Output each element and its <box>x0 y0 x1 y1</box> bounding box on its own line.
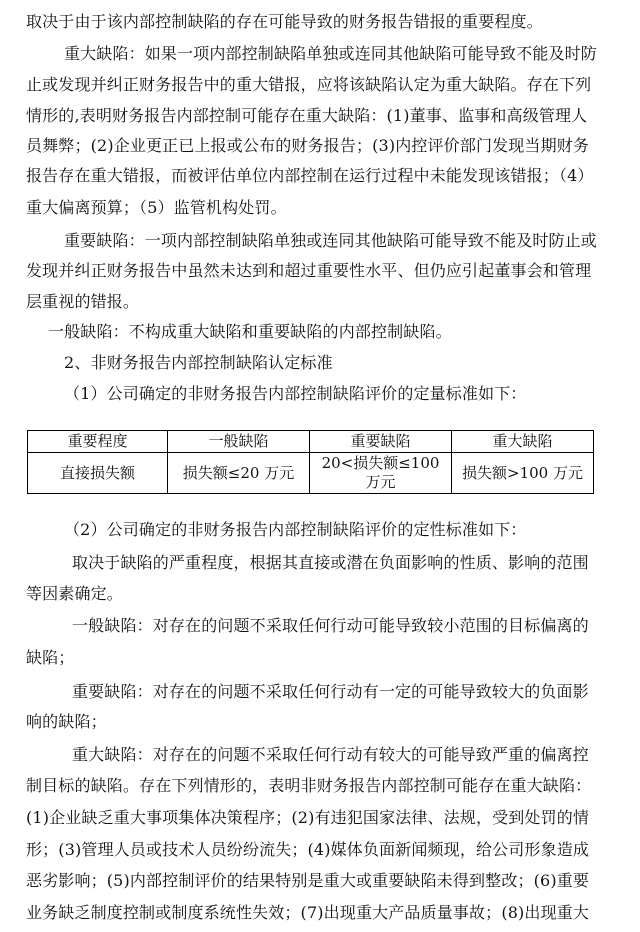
text-line: 业务缺乏制度控制或制度系统性失效；(7)出现重大产品质量事故；(8)出现重大 <box>26 903 590 922</box>
table-header-cell: 重大缺陷 <box>452 431 594 453</box>
text-line: 报告存在重大错报，而被评估单位内部控制在运行过程中未能发现该错报；（4） <box>26 166 594 185</box>
text-line: 员舞弊；(2)企业更正已上报或公布的财务报告；(3)内控评价部门发现当期财务 <box>26 136 590 155</box>
table-cell-general: 损失额≤20 万元 <box>168 453 310 494</box>
table-cell-important-line2: 万元 <box>365 473 396 491</box>
section-heading: 2、非财务报告内部控制缺陷认定标准 <box>64 353 333 372</box>
subsection-heading: （1）公司确定的非财务报告内部控制缺陷评价的定量标准如下： <box>64 384 527 403</box>
table-header-cell: 重要缺陷 <box>310 431 452 453</box>
text-line: 等因素确定。 <box>26 584 123 603</box>
text-line: 情形的,表明财务报告内部控制可能存在重大缺陷：(1)董事、监事和高级管理人 <box>26 106 588 125</box>
text-line: 恶劣影响；(5)内部控制评价的结果特别是重大或重要缺陷未得到整改；(6)重要 <box>26 871 590 890</box>
table-cell-important-line1: 20<损失额≤100 <box>321 454 440 472</box>
text-line: 形；(3)管理人员或技术人员纷纷流失；(4)媒体负面新闻频现，给公司形象造成 <box>26 840 590 859</box>
text-line: 重大缺陷：如果一项内部控制缺陷单独或连同其他缺陷可能导致不能及时防 <box>64 44 597 63</box>
text-line: 重要缺陷：对存在的问题不采取任何行动有一定的可能导致较大的负面影 <box>72 682 589 701</box>
quantitative-standard-table <box>27 430 594 494</box>
text-line: 制目标的缺陷。存在下列情形的，表明非财务报告内部控制可能存在重大缺陷： <box>26 776 592 795</box>
text-line: 止或发现并纠正财务报告中的重大错报，应将该缺陷认定为重大缺陷。存在下列 <box>26 75 592 94</box>
text-line: 缺陷； <box>26 648 75 667</box>
text-line: 一般缺陷：不构成重大缺陷和重要缺陷的内部控制缺陷。 <box>48 322 452 341</box>
table-header-cell: 一般缺陷 <box>168 431 310 453</box>
text-line: 重大偏离预算；（5）监管机构处罚。 <box>26 198 287 217</box>
table-header-row <box>28 431 594 453</box>
table-header-cell: 重要程度 <box>28 431 168 453</box>
text-line: 发现并纠正财务报告中虽然未达到和超过重要性水平、但仍应引起董事会和管理 <box>26 261 592 280</box>
text-line: 响的缺陷； <box>26 712 107 731</box>
table-cell-label: 直接损失额 <box>28 453 168 494</box>
text-line: 取决于由于该内部控制缺陷的存在可能导致的财务报告错报的重要程度。 <box>26 12 543 31</box>
table-row <box>28 453 594 494</box>
text-line: 重要缺陷：一项内部控制缺陷单独或连同其他缺陷可能导致不能及时防止或 <box>64 231 597 250</box>
text-line: 一般缺陷：对存在的问题不采取任何行动可能导致较小范围的目标偏离的 <box>72 616 589 635</box>
text-line: (1)企业缺乏重大事项集体决策程序；(2)有违犯国家法律、法规，受到处罚的情 <box>26 808 590 827</box>
text-line: 层重视的错报。 <box>26 292 140 311</box>
table-cell-major: 损失额>100 万元 <box>452 453 594 494</box>
table-cell-important <box>310 453 452 494</box>
subsection-heading: （2）公司确定的非财务报告内部控制缺陷评价的定性标准如下： <box>64 520 527 539</box>
text-line: 取决于缺陷的严重程度，根据其直接或潜在负面影响的性质、影响的范围 <box>72 553 589 572</box>
text-line: 重大缺陷：对存在的问题不采取任何行动有较大的可能导致严重的偏离控 <box>72 745 589 764</box>
